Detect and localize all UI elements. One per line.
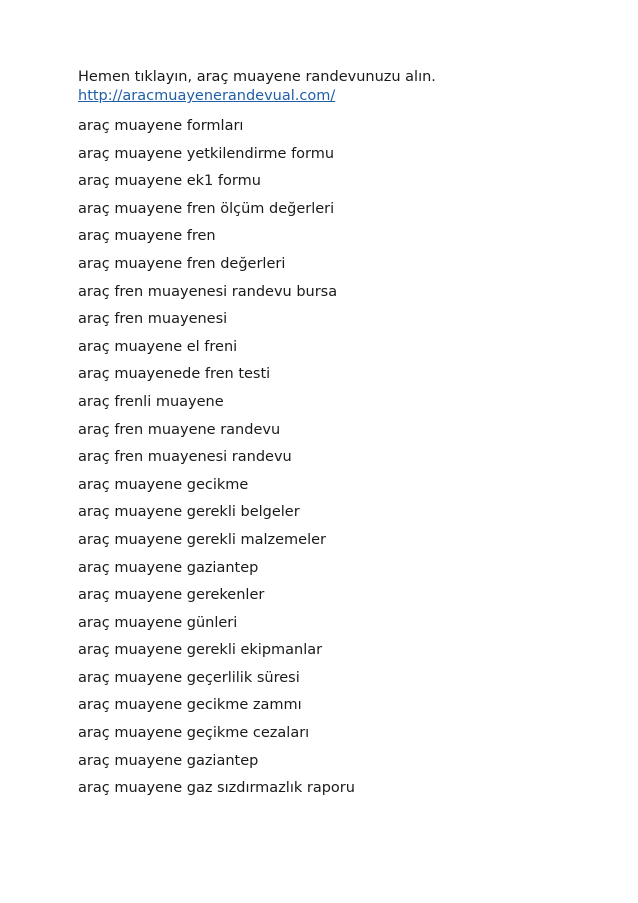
website-link[interactable]: http://aracmuayenerandevual.com/ [78, 88, 336, 104]
list-item: araç muayene günleri [78, 614, 238, 631]
list-item: araç muayene fren ölçüm değerleri [78, 200, 335, 217]
keyword-list [78, 113, 598, 803]
list-item: araç fren muayenesi [78, 311, 228, 328]
list-item: araç fren muayenesi randevu bursa [78, 283, 338, 300]
list-item: araç muayene geçerlilik süresi [78, 669, 300, 686]
list-item: araç muayene gecikme zammı [78, 697, 302, 714]
list-item: araç muayene gaziantep [78, 752, 259, 769]
list-item: araç fren muayene randevu [78, 421, 281, 438]
list-item: araç muayene gecikme [78, 476, 249, 493]
list-item: araç muayene fren [78, 228, 216, 245]
list-item: araç muayene gerekli malzemeler [78, 531, 327, 548]
list-item: araç muayene fren değerleri [78, 255, 286, 272]
list-item: araç muayene formları [78, 118, 244, 134]
list-item: araç muayene ek1 formu [78, 173, 261, 190]
list-item: araç muayene gaziantep [78, 559, 259, 576]
list-item: araç muayenede fren testi [78, 366, 271, 383]
list-item: araç muayene gerekenler [78, 587, 265, 604]
list-item: araç muayene gaz sızdırmazlık raporu [78, 780, 355, 797]
list-item: araç fren muayenesi randevu [78, 449, 292, 466]
list-item: araç frenli muayene [78, 393, 224, 410]
list-item: araç muayene yetkilendirme formu [78, 145, 335, 162]
list-item: araç muayene gerekli belgeler [78, 504, 300, 521]
intro-text: Hemen tıklayın, araç muayene randevunuzu alın. [78, 69, 436, 85]
list-item: araç muayene gerekli ekipmanlar [78, 642, 323, 659]
list-item: araç muayene el freni [78, 338, 238, 355]
document-page [78, 68, 598, 803]
list-item: araç muayene geçikme cezaları [78, 725, 310, 742]
